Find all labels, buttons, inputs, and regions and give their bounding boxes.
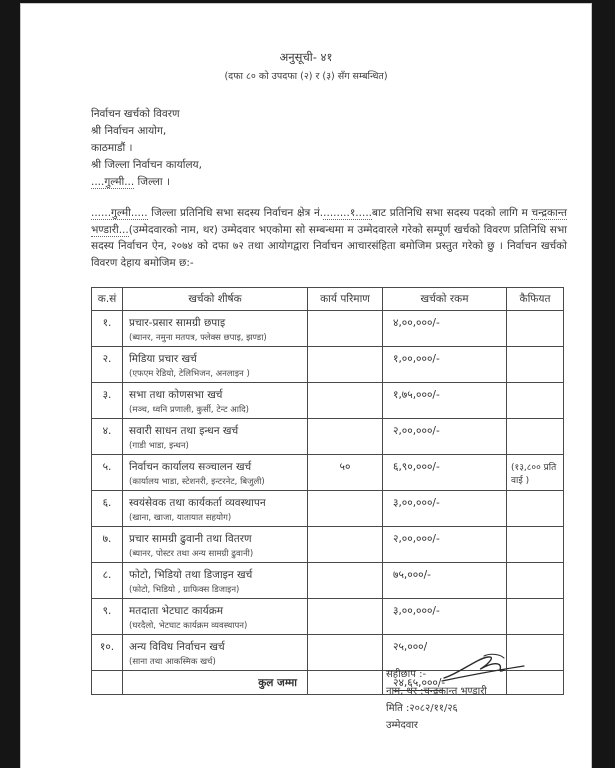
row-subtitle: (साना तथा आकस्मिक खर्च) (129, 657, 216, 667)
row-title: अन्य विविध निर्वाचन खर्च (129, 641, 225, 653)
row-title: प्रचार-प्रसार सामग्री छपाइ (129, 317, 226, 329)
constituency-fill: ........१..... (323, 207, 372, 219)
row-subtitle: (घरदैलो, भेटघाट कार्यक्रम व्यवस्थापन) (129, 621, 248, 631)
row-subtitle: (ब्यानर, नमुना मतपत्र, फ्लेक्स छपाइ, झण्डा) (129, 333, 267, 343)
header-sn: क.सं (92, 288, 123, 311)
row-remarks (507, 419, 564, 455)
paragraph-text: जिल्ला प्रतिनिधि सभा सदस्य निर्वाचन क्षेत्र नं. (147, 207, 324, 219)
table-row (92, 455, 564, 491)
viewer-right-margin (592, 0, 615, 768)
row-remarks: (१३,८०० प्रति वाई ) (507, 455, 564, 491)
address-block (91, 106, 591, 191)
addressee-line: श्री जिल्ला निर्वाचन कार्यालय, (91, 159, 202, 171)
row-quantity (308, 635, 383, 671)
paragraph-text: (उम्मेदवारको नाम, थर) उम्मेदवार भएकोमा सो सम्बन्धमा म उम्मेदवारले गरेको सम्पूर्ण खर्चको विवरण प्रतिनिधि सभा सदस्य निर्वाचन ऐन, २०७४ को दफा ७२ तथा आयोगद्वारा निर्वाचन आचारसंहिता बमोजिम प्रस्तुत गरेको छु । निर्वाचन खर्चको विवरण देहाय बमोजिम छ:- (91, 223, 567, 269)
row-sn: १. (92, 311, 123, 347)
row-quantity (308, 563, 383, 599)
table-row (92, 311, 564, 347)
row-title: निर्वाचन कार्यालय सञ्चालन खर्च (129, 461, 252, 473)
signature-block (386, 666, 487, 734)
declaration-paragraph (91, 205, 567, 271)
table-row (92, 383, 564, 419)
row-title-cell (123, 527, 308, 563)
document-page (20, 3, 592, 768)
district-line (91, 174, 591, 191)
row-subtitle: (गाडी भाडा, इन्धन) (129, 441, 189, 451)
row-remarks (507, 599, 564, 635)
row-title-cell (123, 383, 308, 419)
row-remarks (507, 383, 564, 419)
row-subtitle: (खाना, खाजा, यातायात सहयोग) (129, 513, 232, 523)
row-remarks (507, 563, 564, 599)
row-amount: ३,००,०००/- (383, 491, 507, 527)
row-sn: ९. (92, 599, 123, 635)
addressee-line: काठमाडौं । (91, 142, 133, 154)
row-title-cell (123, 491, 308, 527)
row-amount: २,००,०००/- (383, 527, 507, 563)
expense-table (91, 287, 564, 695)
total-sn-empty (92, 671, 123, 695)
row-title: सवारी साधन तथा इन्धन खर्च (129, 425, 239, 437)
table-row (92, 599, 564, 635)
row-sn: १०. (92, 635, 123, 671)
table-header-row (92, 288, 564, 311)
district-suffix: जिल्ला । (134, 176, 170, 188)
row-quantity (308, 383, 383, 419)
row-sn: ४. (92, 419, 123, 455)
row-sn: ७. (92, 527, 123, 563)
row-title: मिडिया प्रचार खर्च (129, 353, 197, 365)
row-title: मतदाता भेटघाट कार्यक्रम (129, 605, 224, 617)
total-amount: २४,६५,०००/- (393, 677, 446, 689)
header-amount: खर्चको रकम (383, 288, 507, 311)
addressee-line: श्री निर्वाचन आयोग, (91, 125, 167, 137)
row-quantity (308, 347, 383, 383)
total-label: कुल जम्मा (123, 671, 308, 695)
row-sn: ३. (92, 383, 123, 419)
row-amount: ४,००,०००/- (383, 311, 507, 347)
row-remarks (507, 527, 564, 563)
row-title-cell (123, 347, 308, 383)
row-amount: ६,९०,०००/- (383, 455, 507, 491)
row-title-cell (123, 635, 308, 671)
row-amount: १,७५,०००/- (383, 383, 507, 419)
header-remarks: कैफियत (507, 288, 564, 311)
row-quantity: ५० (308, 455, 383, 491)
row-sn: ५. (92, 455, 123, 491)
table-row (92, 491, 564, 527)
annex-header (21, 50, 591, 82)
row-title-cell (123, 419, 308, 455)
district-fill-inline: ......गुल्मी..... (91, 207, 148, 219)
row-title: स्वयंसेवक तथा कार्यकर्ता व्यवस्थापन (129, 497, 266, 509)
row-subtitle: (फोटो, भिडियो , ग्राफिक्स डिजाइन) (129, 585, 240, 595)
candidate-name-fill: चन्द्रकान्त भण्डारी... (91, 207, 567, 236)
signature-image (438, 652, 528, 686)
header-quantity: कार्य परिमाण (308, 288, 383, 311)
paragraph-text: बाट प्रतिनिधि सभा सदस्य पदको लागि म (372, 207, 532, 219)
document-title: निर्वाचन खर्चको विवरण (91, 108, 180, 120)
annex-subtitle: (दफा ८० को उपदफा (२) र (३) सँग सम्बन्धित) (224, 71, 388, 82)
annex-title: अनुसूची- ४१ (279, 50, 333, 64)
row-amount: ७५,०००/- (383, 563, 507, 599)
row-quantity (308, 527, 383, 563)
total-quantity-empty (308, 671, 383, 695)
row-quantity (308, 419, 383, 455)
row-title: प्रचार सामग्री ढुवानी तथा वितरण (129, 533, 252, 545)
row-subtitle: (मञ्च, ध्वनि प्रणाली, कुर्सी, टेन्ट आदि) (129, 405, 249, 415)
row-subtitle: (कार्यालय भाडा, स्टेशनरी, इन्टरनेट, बिजुली) (129, 477, 265, 487)
row-title-cell (123, 311, 308, 347)
row-remarks (507, 347, 564, 383)
row-sn: २. (92, 347, 123, 383)
row-quantity (308, 311, 383, 347)
viewer-left-margin (0, 0, 20, 768)
header-title: खर्चको शीर्षक (123, 288, 308, 311)
row-remarks (507, 311, 564, 347)
row-remarks (507, 491, 564, 527)
table-row (92, 563, 564, 599)
table-row (92, 419, 564, 455)
row-amount: २,००,०००/- (383, 419, 507, 455)
row-title: सभा तथा कोणसभा खर्च (129, 389, 223, 401)
row-amount: २५,०००/ (383, 635, 507, 671)
seal-line (386, 666, 487, 683)
row-sn: ८. (92, 563, 123, 599)
row-quantity (308, 599, 383, 635)
row-subtitle: (एफएम रेडियो, टेलिभिजन, अनलाइन ) (129, 369, 250, 379)
district-fill: ....गुल्मी... (91, 176, 135, 188)
row-subtitle: (ब्यानर, पोस्टर तथा अन्य सामग्री ढुवानी) (129, 549, 254, 559)
row-title-cell (123, 455, 308, 491)
row-amount: ३,००,०००/- (383, 599, 507, 635)
row-title: फोटो, भिडियो तथा डिजाइन खर्च (129, 569, 253, 581)
signature-date-line: मिति :२०८२/११/२६ (386, 703, 458, 714)
signatory-name-line: नाम, थर :चन्द्रकान्त भण्डारी (386, 686, 487, 697)
seal-label: सहीछाप :- (386, 669, 427, 680)
signatory-role-line: उम्मेदवार (386, 720, 418, 731)
table-row (92, 347, 564, 383)
row-title-cell (123, 599, 308, 635)
table-row (92, 527, 564, 563)
row-quantity (308, 491, 383, 527)
row-amount: १,००,०००/- (383, 347, 507, 383)
row-sn: ६. (92, 491, 123, 527)
row-title-cell (123, 563, 308, 599)
